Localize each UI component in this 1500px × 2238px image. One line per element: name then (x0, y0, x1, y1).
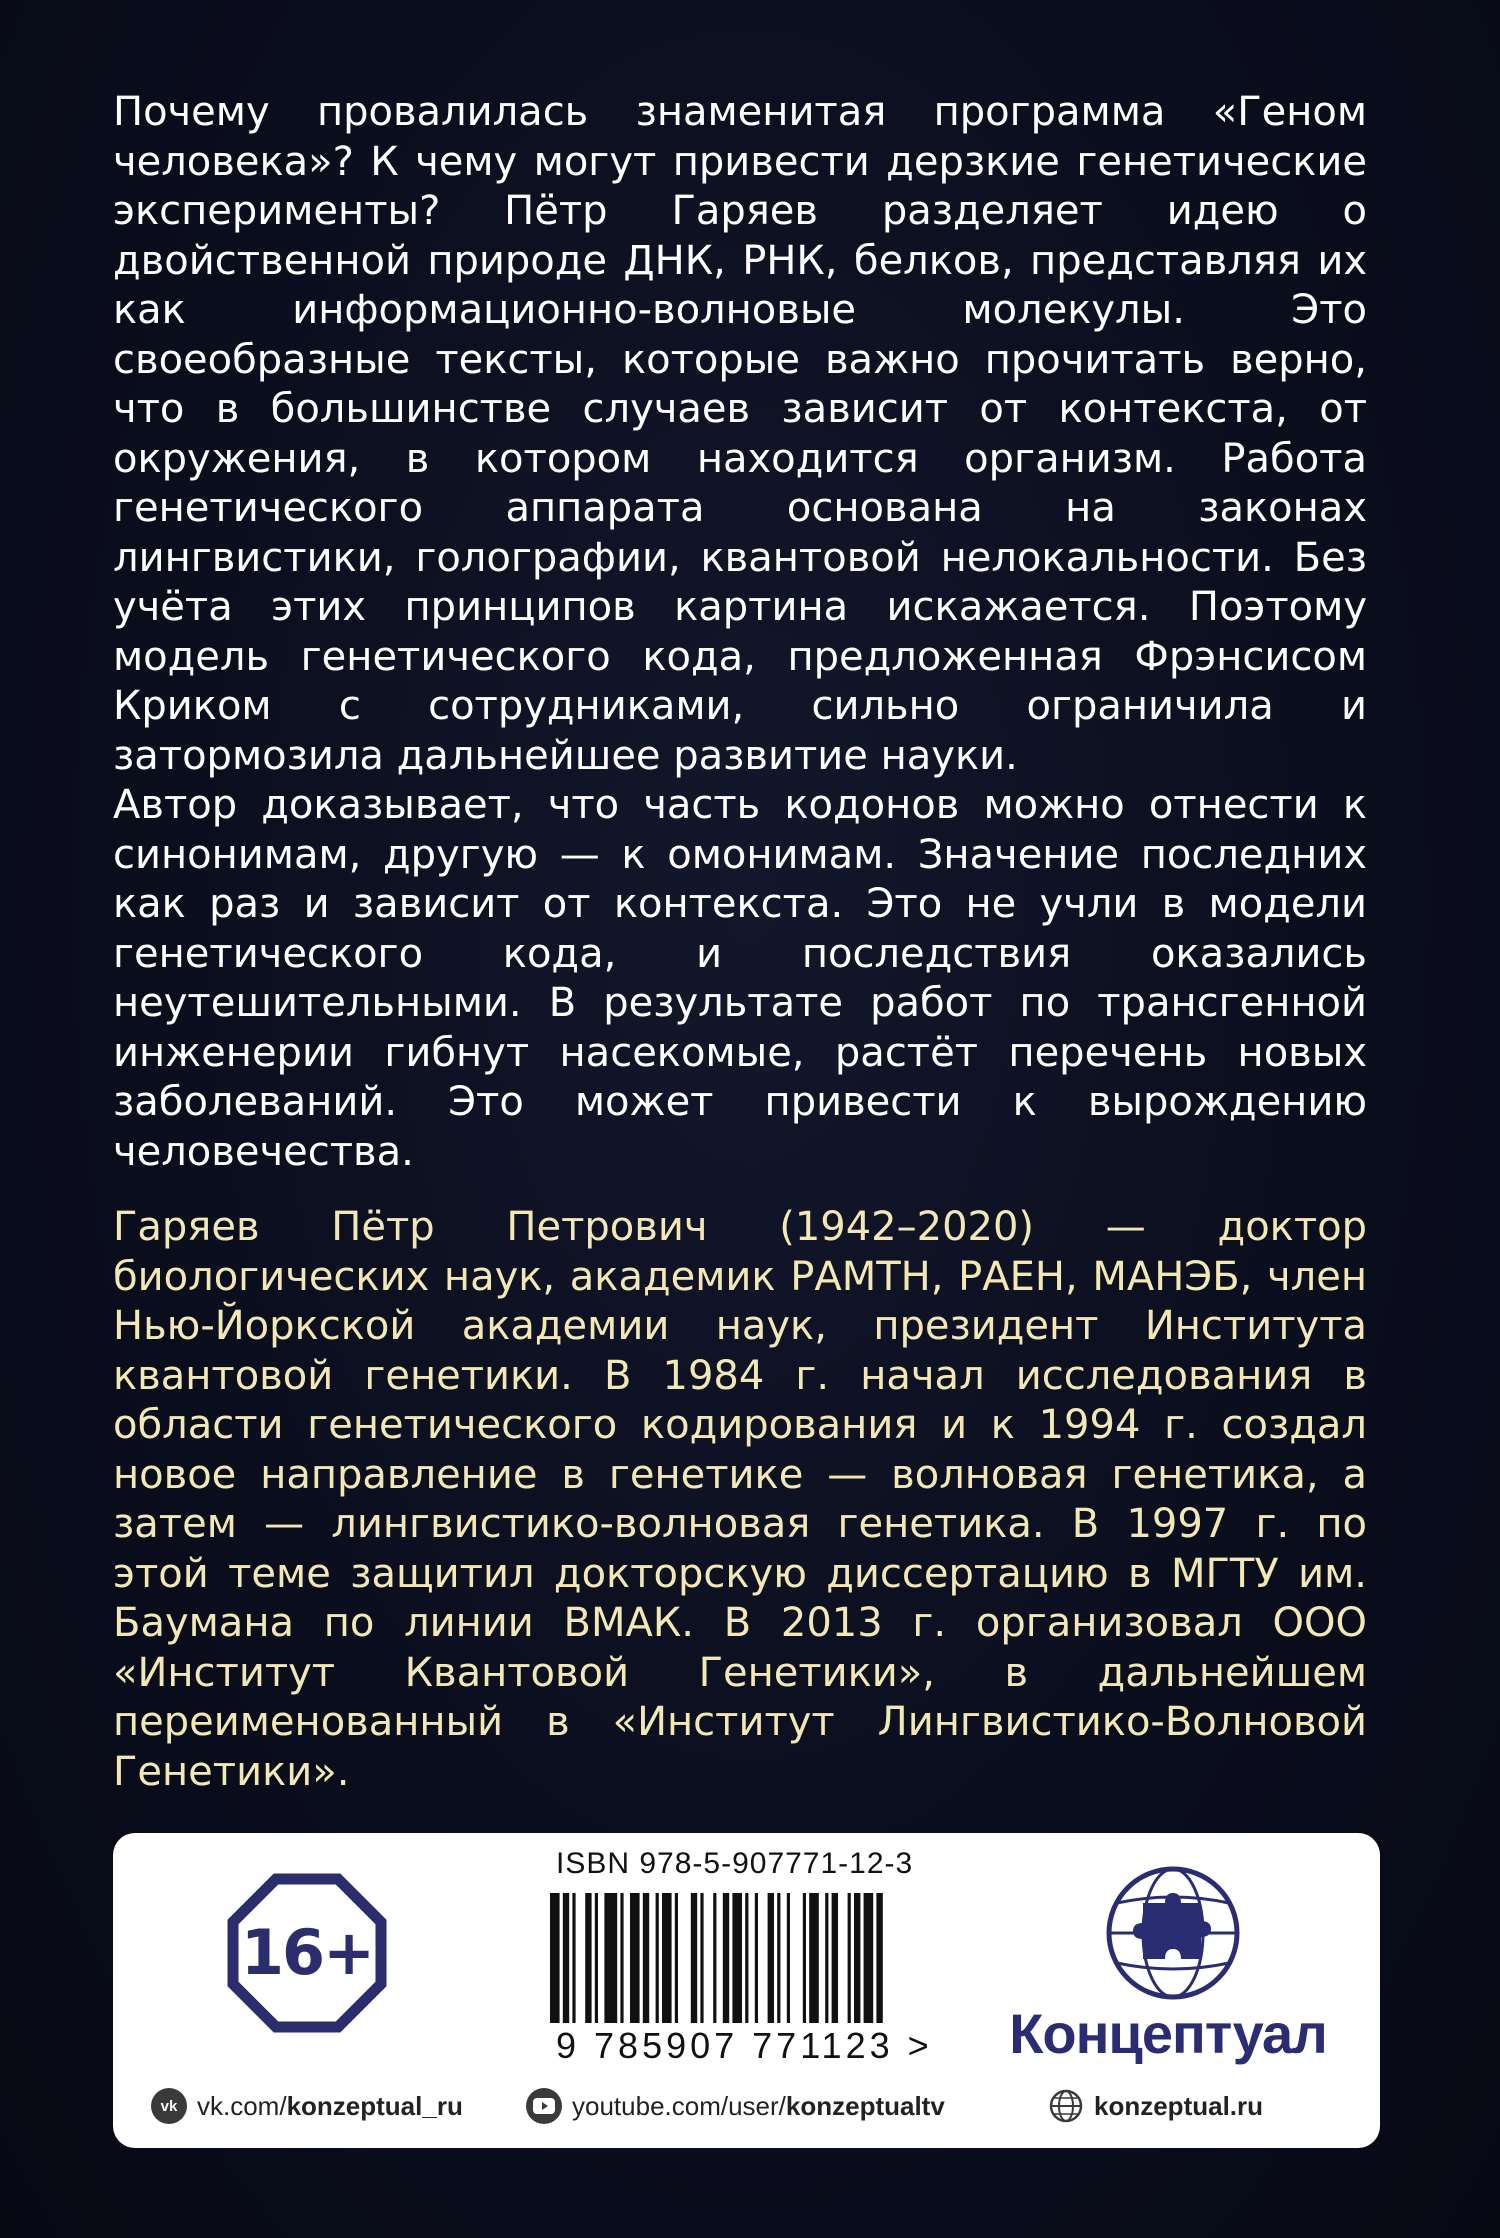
publisher-name: Концептуал (1009, 2002, 1327, 2065)
barcode-icon (550, 1893, 910, 2023)
age-rating-badge (227, 1873, 387, 2033)
annotation-paragraph-1: Почему провалилась знаменитая программа «Геном человека»? К чему могут привести дерзкие генетические эксперименты? Пётр Гаряев разделяет идею о двойственной природе ДНК, РНК, белков, представляя их как информационно-волновые молекулы. Это своеобразные тексты, которые важно прочитать верно, что в большинстве случаев зависит от контекста, от окружения, в котором находится организм. Работа генетического аппарата основана на законах лингвистики, голографии, квантовой нелокальности. Без учёта этих принципов картина искажается. Поэтому модель генетического кода, предложенная Фрэнсисом Криком с сотрудниками, сильно ограничила и затормозила дальнейшее развитие науки. (113, 89, 1367, 779)
publisher-info-bar (113, 1833, 1380, 2148)
vk-icon: vk (151, 2088, 187, 2124)
book-annotation (113, 88, 1367, 1177)
website-link[interactable] (1048, 2086, 1263, 2126)
vk-link[interactable] (151, 2086, 463, 2126)
author-bio: Гаряев Пётр Петрович (1942–2020) — доктор биологических наук, академик РАМТН, РАЕН, МАНЭБ, член Нью-Йоркской академии наук, президент Института квантовой генетики. В 1984 г. начал исследования в области генетического кодирования и к 1994 г. создал новое направление в генетике — волновая генетика, а затем — лингвистико-волновая генетика. В 1997 г. по этой теме защитил докторскую диссертацию в МГТУ им. Баумана по линии ВМАК. В 2013 г. организовал ООО «Институт Квантовой Генетики», в дальнейшем переименованный в «Институт Лингвистико-Волновой Генетики». (113, 1204, 1367, 1795)
globe-icon (1048, 2088, 1084, 2124)
youtube-prefix: youtube.com/user/ (572, 2090, 786, 2121)
youtube-handle: konzeptualtv (785, 2090, 945, 2121)
barcode-digits: 9 785907 771123 > (556, 2025, 933, 2066)
isbn-label: ISBN 978-5-907771-12-3 (556, 1847, 914, 1880)
age-rating-label: 16+ (240, 1916, 374, 1989)
website-url: konzeptual.ru (1094, 2090, 1264, 2121)
youtube-link[interactable] (526, 2086, 945, 2126)
annotation-paragraph-2: Автор доказывает, что часть кодонов можно отнести к синонимам, другую — к омонимам. Значение последних как раз и зависит от контекста. Это не учли в модели генетического кода, и последствия оказались неутешительными. В результате работ по трансгенной инженерии гибнут насекомые, растёт перечень новых заболеваний. Это может привести к вырождению человечества. (113, 782, 1367, 1175)
vk-handle: konzeptual_ru (286, 2090, 463, 2121)
puzzle-globe-icon (1103, 1863, 1243, 2003)
vk-prefix: vk.com/ (197, 2090, 287, 2121)
youtube-icon (526, 2088, 562, 2124)
